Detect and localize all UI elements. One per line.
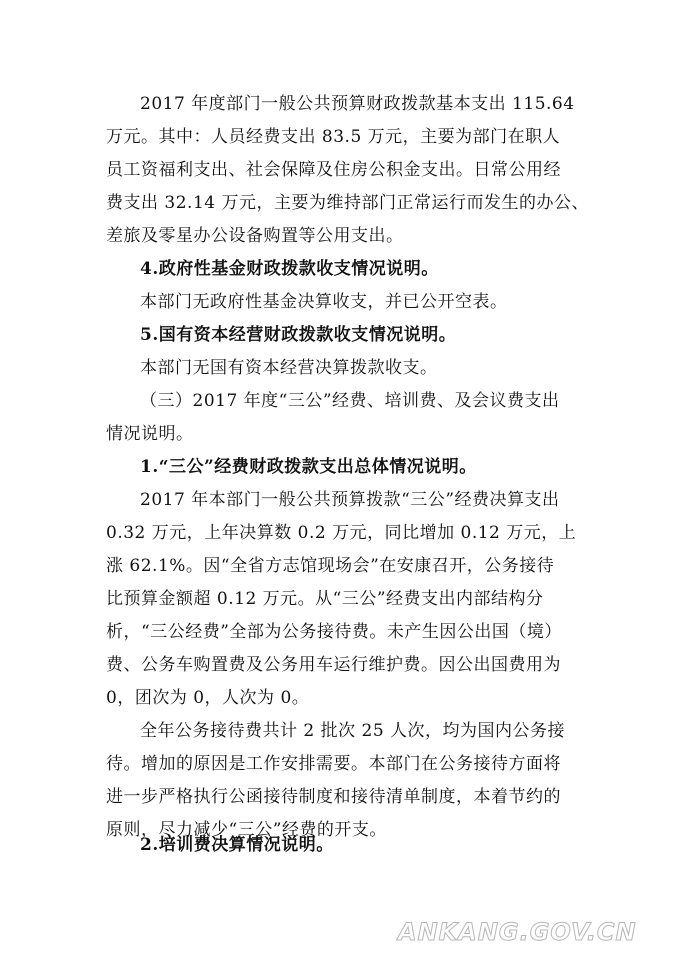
text-line: 费支出 32.14 万元，主要为维持部门正常运行而发生的办公、: [106, 193, 589, 213]
text-line: 本部门无国有资本经营决算拨款收支。: [140, 358, 438, 378]
paragraph-government-fund: [140, 286, 580, 319]
text-line: 进一步严格执行公函接待制度和接待清单制度，本着节约的: [106, 787, 561, 807]
heading-state-capital: [140, 319, 580, 352]
heading-government-fund: [140, 253, 580, 286]
text-line: 本部门无政府性基金决算收支，并已公开空表。: [140, 292, 508, 312]
paragraph-reception-expenses: [106, 715, 580, 847]
text-line: 情况说明。: [106, 424, 194, 444]
text-line: 0，团次为 0，人次为 0。: [106, 688, 310, 708]
heading-text: 2.培训费决算情况说明。: [140, 835, 334, 855]
heading-three-public-overall: [140, 451, 580, 484]
text-line: 原则，尽力减少“三公”经费的开支。: [106, 820, 387, 840]
heading-training-fees: [140, 829, 580, 862]
text-line: （三）2017 年度“三公”经费、培训费、及会议费支出: [140, 391, 560, 411]
text-line: 2017 年本部门一般公共预算拨款“三公”经费决算支出: [140, 490, 560, 510]
paragraph-three-public-expenditure: [106, 484, 580, 715]
text-line: 待。增加的原因是工作安排需要。本部门在公务接待方面将: [106, 754, 561, 774]
text-line: 涨 62.1%。因“全省方志馆现场会”在安康召开，公务接待: [106, 556, 555, 576]
text-line: 全年公务接待费共计 2 批次 25 人次，均为国内公务接: [140, 721, 566, 741]
section-three-public-funds: [106, 385, 580, 451]
text-line: 差旅及零星办公设备购置等公用支出。: [106, 226, 404, 246]
text-line: 析，“三公经费”全部为公务接待费。未产生因公出国（境）: [106, 622, 562, 642]
text-line: 2017 年度部门一般公共预算财政拨款基本支出 115.64: [140, 94, 575, 114]
heading-text: 5.国有资本经营财政拨款收支情况说明。: [140, 325, 457, 345]
heading-text: 1.“三公”经费财政拨款支出总体情况说明。: [140, 457, 477, 477]
text-line: 费、公务车购置费及公务用车运行维护费。因公出国费用为: [106, 655, 561, 675]
paragraph-state-capital: [140, 352, 580, 385]
site-watermark: ANKANG.GOV.CN: [398, 918, 637, 946]
text-line: 0.32 万元，上年决算数 0.2 万元，同比增加 0.12 万元，上: [106, 523, 577, 543]
paragraph-basic-expenditure: [106, 88, 589, 253]
text-line: 员工资福利支出、社会保障及住房公积金支出。日常公用经: [106, 160, 561, 180]
text-line: 比预算金额超 0.12 万元。从“三公”经费支出内部结构分: [106, 589, 544, 609]
text-line: 万元。其中：人员经费支出 83.5 万元，主要为部门在职人: [106, 127, 561, 147]
heading-text: 4.政府性基金财政拨款收支情况说明。: [140, 259, 439, 279]
